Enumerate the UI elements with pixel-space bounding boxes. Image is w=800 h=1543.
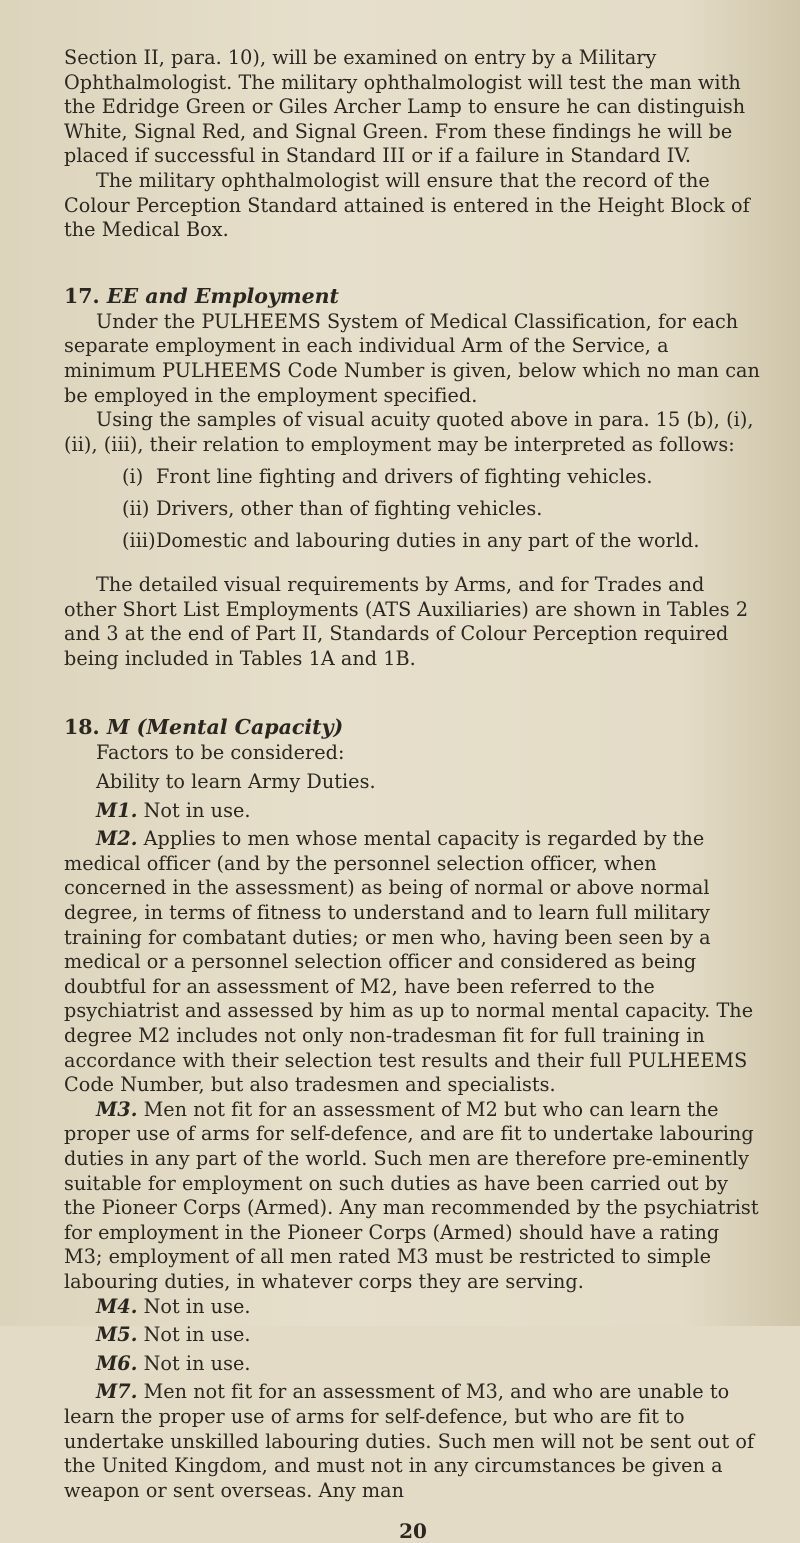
section-17-number: 17. [64, 283, 100, 308]
section-18-heading [64, 714, 762, 740]
section-17-paragraph-3: The detailed visual requirements by Arms, and for Trades and other Short List Employments (ATS Auxiliaries) are shown in Tables 2 and 3 at the end of Part II, Standards of Colour Perception required being included in Tables 1A and 1B. [64, 573, 749, 670]
m7-entry: M7. Men not fit for an assessment of M3, and who are unable to learn the proper use of arms for self-defence, but who are fit to undertake unskilled labouring duties. Such men will not be sent out of the United Kingdom, and must not in any circumstances be given a weapon or sent overseas. Any man [64, 1380, 755, 1502]
m3-entry: M3. Men not fit for an assessment of M2 but who can learn the proper use of arms for self-defence, and are fit to undertake labouring duties in any part of the world. Such men are therefore pre-eminently suitable for employment on such duties as have been carried out by the Pioneer Corps (Armed). Any man recommended by the psychiatrist for employment in the Pioneer Corps (Armed) should have a rating M3; employment of all men rated M3 must be restricted to simple labouring duties, in whatever corps they are serving. [64, 1097, 759, 1293]
section-17-title: EE and Employment [106, 283, 339, 308]
section-17-heading [64, 283, 762, 309]
m5-entry: M5. Not in use. [96, 1323, 251, 1347]
page-number: 20 [399, 1519, 427, 1543]
list-item: (ii) Drivers, other than of fighting vehicles. [122, 496, 543, 520]
ability-line: Ability to learn Army Duties. [96, 770, 376, 794]
section-17-paragraph-2: Using the samples of visual acuity quoted above in para. 15 (b), (i), (ii), (iii), their relation to employment may be interpreted as follows: [64, 408, 754, 456]
section-18-title: M (Mental Capacity) [106, 715, 344, 740]
section-16-continuation: Section II, para. 10), will be examined on entry by a Military Ophthalmologist. The military ophthalmologist will test the man with the Edridge Green or Giles Archer Lamp to ensure he can distinguish White, Signal Red, and Signal Green. From these findings he will be placed if successful in Standard III or if a failure in Standard IV. [64, 46, 746, 168]
m1-entry: M1. Not in use. [96, 798, 251, 822]
list-item: (i) Front line fighting and drivers of fighting vehicles. [122, 465, 653, 489]
section-16-paragraph-2: The military ophthalmologist will ensure that the record of the Colour Perception Standard attained is entered in the Height Block of the Medical Box. [64, 168, 750, 242]
m6-entry: M6. Not in use. [96, 1351, 251, 1375]
list-item: (iii)Domestic and labouring duties in any part of the world. [122, 528, 700, 552]
factors-line: Factors to be considered: [96, 741, 345, 765]
m4-entry: M4. Not in use. [96, 1294, 251, 1318]
m2-entry: M2. Applies to men whose mental capacity is regarded by the medical officer (and by the personnel selection officer, when concerned in the assessment) as being of normal or above normal degree, in terms of fitness to understand and to learn full military training for combatant duties; or men who, having been seen by a medical or a personnel selection officer and considered as being doubtful for an assessment of M2, have been referred to the psychiatrist and assessed by him as up to normal mental capacity. The degree M2 includes not only non-tradesman fit for full training in accordance with their selection test results and their full PULHEEMS Code Number, but also tradesmen and specialists. [64, 827, 754, 1097]
section-17-paragraph-1: Under the PULHEEMS System of Medical Classification, for each separate employment in each individual Arm of the Service, a minimum PULHEEMS Code Number is given, below which no man can be employed in the employment specified. [64, 309, 760, 407]
section-18-number: 18. [64, 715, 100, 740]
employment-list [64, 465, 762, 553]
